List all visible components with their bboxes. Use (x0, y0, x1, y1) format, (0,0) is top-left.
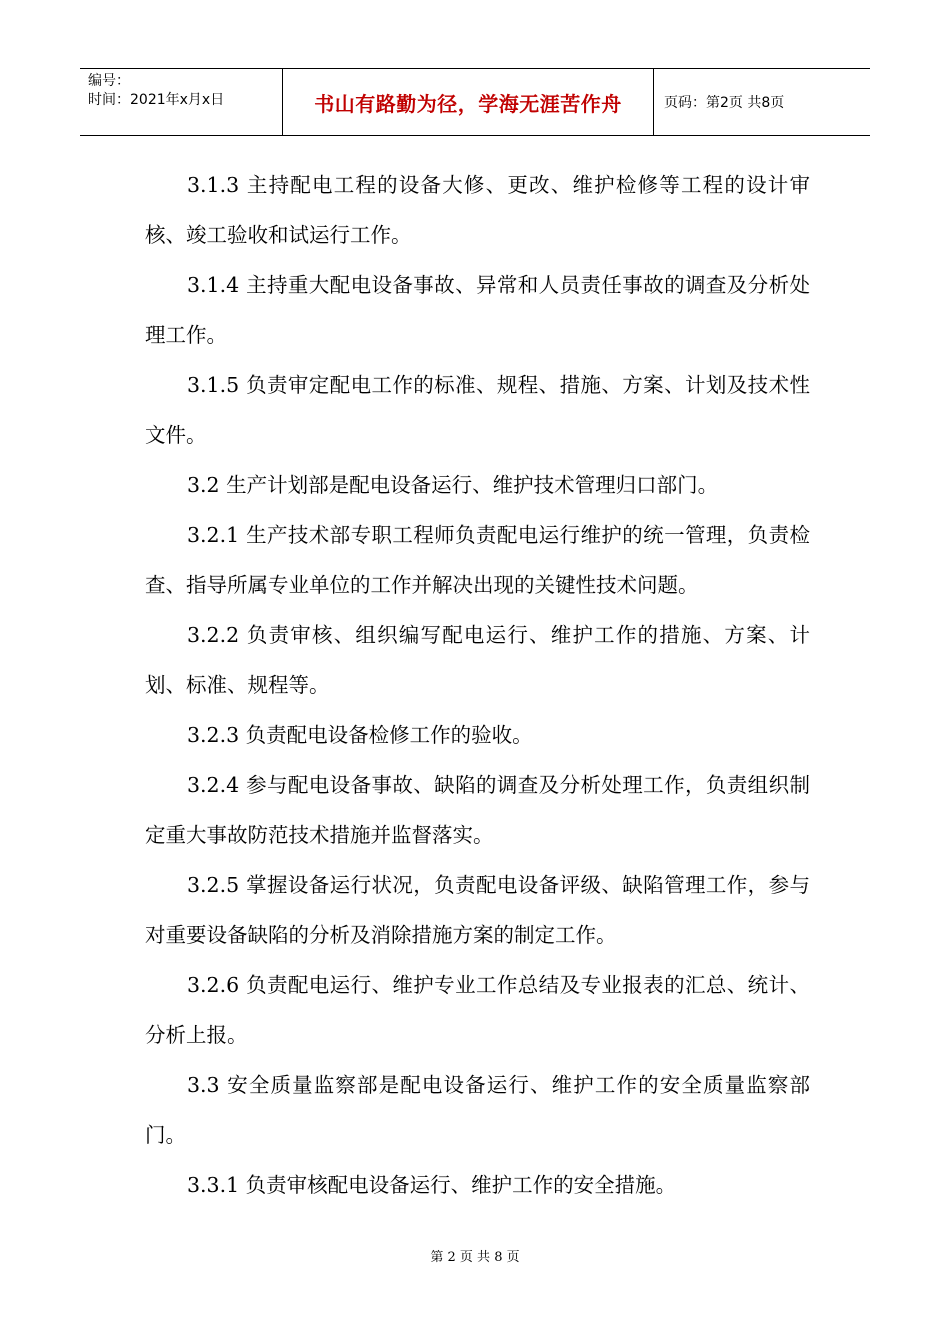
paragraph: 3.2.5 掌握设备运行状况，负责配电设备评级、缺陷管理工作，参与对重要设备缺陷的分析及消除措施方案的制定工作。 (145, 873, 810, 947)
paragraph: 3.1.4 主持重大配电设备事故、异常和人员责任事故的调查及分析处理工作。 (145, 273, 810, 347)
paragraph: 3.1.3 主持配电工程的设备大修、更改、维护检修等工程的设计审核、竣工验收和试运行工作。 (145, 173, 810, 247)
header-page-info: 页码：第2页 共8页 (664, 95, 785, 111)
paragraph: 3.3 安全质量监察部是配电设备运行、维护工作的安全质量监察部门。 (145, 1073, 810, 1147)
paragraph: 3.3.1 负责审核配电设备运行、维护工作的安全措施。 (187, 1173, 677, 1197)
document-header (80, 68, 870, 136)
document-body (145, 160, 810, 1210)
document-number-label: 编号： (88, 73, 130, 89)
paragraph: 3.2.3 负责配电设备检修工作的验收。 (187, 723, 533, 747)
paragraph: 3.2.2 负责审核、组织编写配电运行、维护工作的措施、方案、计划、标准、规程等。 (145, 623, 810, 697)
paragraph: 3.2 生产计划部是配电设备运行、维护技术管理归口部门。 (187, 473, 719, 497)
page-footer: 第 2 页 共 8 页 (430, 1250, 520, 1265)
document-date: 时间：2021年x月x日 (88, 92, 225, 108)
header-motto: 书山有路勤为径，学海无涯苦作舟 (282, 69, 654, 135)
paragraph: 3.2.4 参与配电设备事故、缺陷的调查及分析处理工作，负责组织制定重大事故防范技术措施并监督落实。 (145, 773, 810, 847)
header-meta (80, 69, 282, 135)
paragraph: 3.1.5 负责审定配电工作的标准、规程、措施、方案、计划及技术性文件。 (145, 373, 810, 447)
paragraph: 3.2.1 生产技术部专职工程师负责配电运行维护的统一管理，负责检查、指导所属专业单位的工作并解决出现的关键性技术问题。 (145, 523, 810, 597)
paragraph: 3.2.6 负责配电运行、维护专业工作总结及专业报表的汇总、统计、分析上报。 (145, 973, 810, 1047)
